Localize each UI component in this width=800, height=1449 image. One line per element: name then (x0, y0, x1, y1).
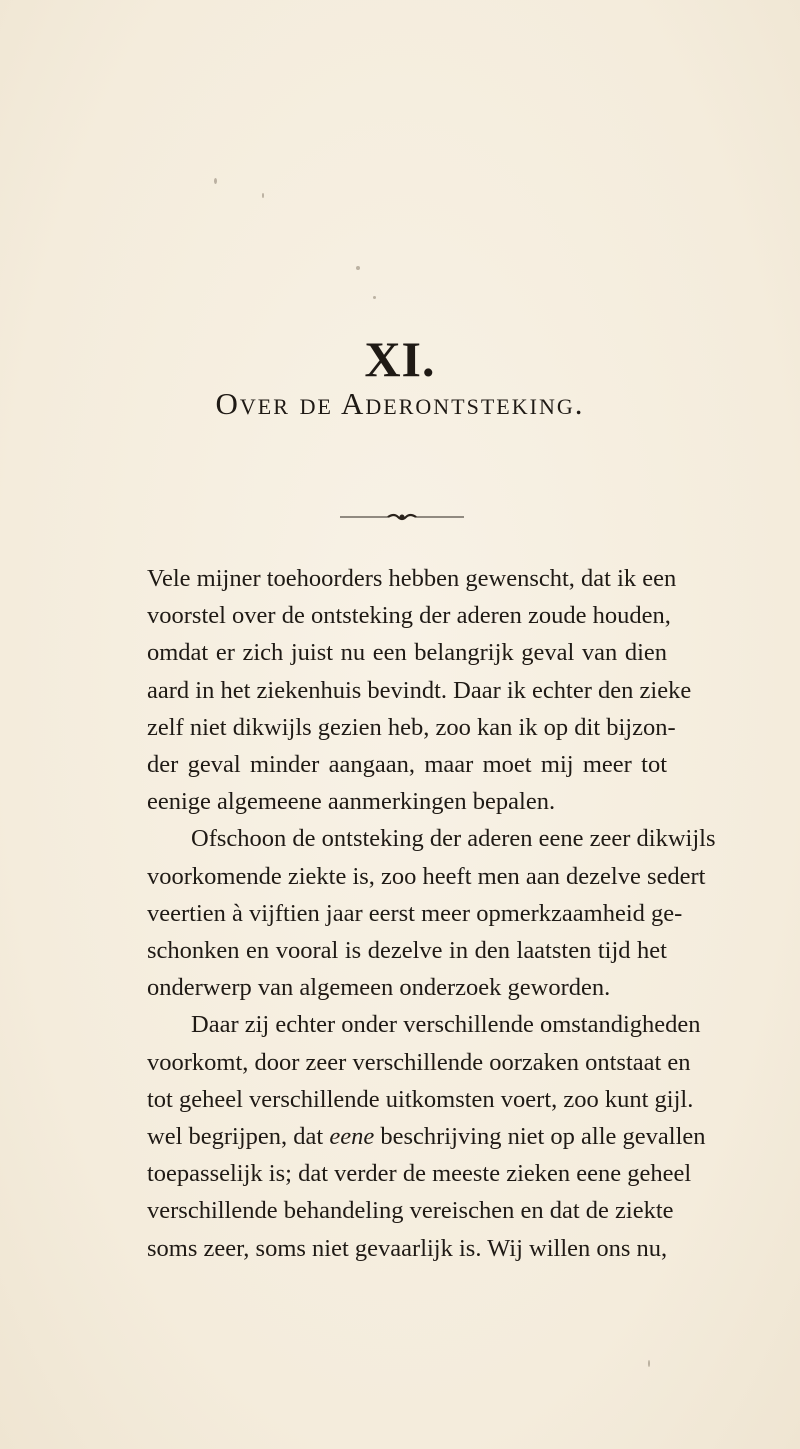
text-line: schonken en vooral is dezelve in den laatsten tijd het (147, 937, 667, 965)
paper-speck (214, 178, 217, 184)
paper-speck (373, 296, 376, 299)
chapter-title: Over de Aderontsteking. (215, 386, 585, 421)
text-line: toepasselijk is; dat verder de meeste zieken eene geheel (147, 1160, 692, 1188)
text-line: verschillende behandeling vereischen en dat de ziekte (147, 1197, 674, 1225)
text-line: soms zeer, soms niet gevaarlijk is. Wij willen ons nu, (147, 1234, 668, 1262)
text-line: voorkomende ziekte is, zoo heeft men aan dezelve sedert (147, 862, 706, 890)
text-line: onderwerp van algemeen onderzoek geworden. (147, 974, 611, 1002)
paragraph-1 (147, 560, 692, 820)
paper-speck (262, 193, 264, 198)
italic-word: eene (329, 1123, 375, 1151)
text-line: tot geheel verschillende uitkomsten voert, zoo kunt gijl. (147, 1085, 694, 1113)
paragraph-2 (147, 820, 716, 1006)
text-line-with-italic (147, 1118, 706, 1155)
paper-speck (356, 266, 360, 270)
paper-speck (648, 1360, 650, 1367)
text-line: aard in het ziekenhuis bevindt. Daar ik echter den zieke (147, 676, 692, 704)
paragraph-3 (147, 1006, 706, 1266)
text-line: Vele mijner toehoorders hebben gewenscht, dat ik een (147, 565, 677, 592)
text-line: der geval minder aangaan, maar moet mij meer tot (147, 751, 667, 779)
text-segment: beschrijving niet op alle gevallen (380, 1123, 706, 1151)
chapter-number: XI. (364, 331, 436, 387)
text-line: omdat er zich juist nu een belangrijk geval van dien (147, 639, 667, 667)
ornament-divider-icon (340, 512, 464, 522)
text-segment: wel begrijpen, dat (147, 1123, 324, 1151)
text-line: voorkomt, door zeer verschillende oorzaken ontstaat en (147, 1048, 691, 1076)
text-line: veertien à vijftien jaar eerst meer opmerkzaamheid ge- (147, 899, 683, 927)
text-line: eenige algemeene aanmerkingen bepalen. (147, 788, 556, 816)
text-line: voorstel over de ontsteking der aderen zoude houden, (147, 602, 671, 630)
text-line: zelf niet dikwijls gezien heb, zoo kan ik op dit bijzon- (147, 713, 676, 741)
text-line: Daar zij echter onder verschillende omstandigheden (191, 1011, 701, 1039)
body-text (147, 560, 716, 1267)
text-line: Ofschoon de ontsteking der aderen eene zeer dikwijls (191, 825, 716, 853)
